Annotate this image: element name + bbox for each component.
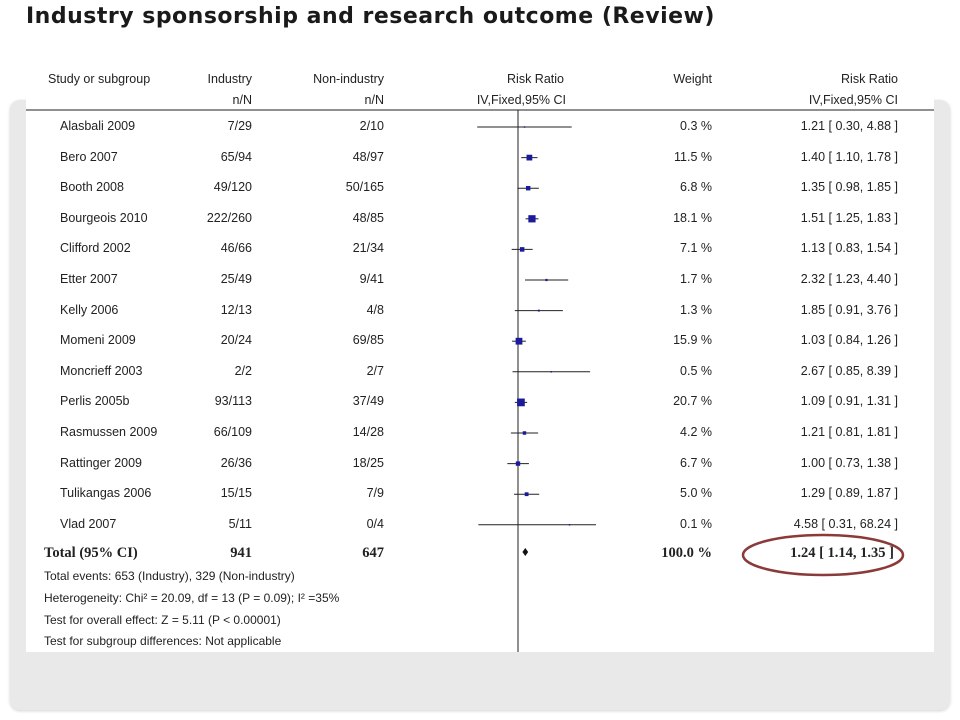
weight-value: 1.3 % (680, 302, 712, 317)
industry-count: 49/120 (213, 180, 252, 195)
ci-value: 1.21 [ 0.30, 4.88 ] (800, 119, 898, 133)
header-nonindustry: Non-industry (313, 72, 384, 86)
weight-value: 6.7 % (680, 455, 712, 470)
industry-count: 66/109 (213, 425, 252, 439)
study-name: Kelly 2006 (60, 302, 119, 317)
header-industry-sub: n/N (232, 93, 252, 107)
ci-value: 1.40 [ 1.10, 1.78 ] (800, 149, 898, 164)
nonindustry-count: 48/85 (352, 210, 384, 225)
weight-value: 0.5 % (680, 363, 712, 378)
total-nonindustry: 647 (362, 545, 384, 561)
nonindustry-count: 0/4 (366, 516, 384, 531)
study-marker (569, 524, 571, 526)
study-marker (525, 492, 529, 496)
industry-count: 222/260 (206, 210, 252, 225)
weight-value: 6.8 % (680, 180, 712, 195)
study-name: Momeni 2009 (60, 333, 136, 348)
study-marker (526, 186, 530, 190)
ci-value: 2.32 [ 1.23, 4.40 ] (800, 272, 898, 286)
pooled-estimate-highlight (743, 535, 903, 575)
study-marker (528, 215, 535, 222)
study-name: Clifford 2002 (60, 241, 131, 256)
study-name: Moncrieff 2003 (60, 363, 143, 378)
study-name: Etter 2007 (60, 272, 118, 286)
weight-value: 1.7 % (680, 272, 712, 286)
footnote-subgroup: Test for subgroup differences: Not applicable (44, 634, 282, 648)
study-name: Tulikangas 2006 (60, 486, 152, 501)
weight-value: 4.2 % (680, 425, 712, 439)
study-marker (517, 399, 525, 407)
total-industry: 941 (230, 545, 252, 561)
industry-count: 25/49 (220, 272, 252, 286)
ci-value: 1.21 [ 0.81, 1.81 ] (800, 425, 898, 439)
industry-count: 20/24 (220, 333, 252, 348)
study-marker (538, 310, 540, 312)
header-weight: Weight (673, 72, 712, 86)
footnote-heterogeneity: Heterogeneity: Chi² = 20.09, df = 13 (P = 0.09); I² =35% (44, 591, 340, 605)
ci-value: 1.35 [ 0.98, 1.85 ] (800, 180, 898, 195)
study-name: Rattinger 2009 (60, 455, 143, 470)
header-nonindustry-sub: n/N (364, 93, 384, 107)
weight-value: 0.1 % (680, 516, 712, 531)
header-risk-ratio: Risk Ratio (507, 72, 564, 86)
ci-value: 1.85 [ 0.91, 3.76 ] (800, 302, 898, 317)
nonindustry-count: 48/97 (352, 149, 384, 164)
study-marker (523, 431, 526, 434)
industry-count: 12/13 (220, 302, 252, 317)
study-name: Booth 2008 (60, 180, 124, 195)
header-risk-ratio-2: Risk Ratio (841, 72, 898, 86)
industry-count: 46/66 (220, 241, 252, 256)
study-name: Rasmussen 2009 (60, 425, 158, 439)
study-name: Bero 2007 (60, 149, 118, 164)
header-industry: Industry (207, 72, 252, 86)
nonindustry-count: 2/7 (366, 363, 384, 378)
header-study: Study or subgroup (48, 72, 151, 86)
weight-value: 0.3 % (680, 119, 712, 133)
page-title: Industry sponsorship and research outcome (Review) (26, 4, 715, 29)
footnote-events: Total events: 653 (Industry), 329 (Non-industry) (44, 569, 295, 583)
total-ci: 1.24 [ 1.14, 1.35 ] (790, 545, 894, 561)
total-label: Total (95% CI) (44, 545, 138, 561)
weight-value: 7.1 % (680, 241, 712, 256)
study-marker (516, 461, 520, 465)
ci-value: 1.13 [ 0.83, 1.54 ] (800, 241, 898, 256)
industry-count: 26/36 (220, 455, 252, 470)
ci-value: 1.09 [ 0.91, 1.31 ] (800, 394, 898, 409)
study-name: Perlis 2005b (60, 394, 130, 409)
ci-value: 1.29 [ 0.89, 1.87 ] (800, 486, 898, 501)
nonindustry-count: 37/49 (352, 394, 384, 409)
industry-count: 2/2 (234, 363, 252, 378)
ci-value: 1.51 [ 1.25, 1.83 ] (800, 210, 898, 225)
total-weight: 100.0 % (661, 545, 712, 561)
study-marker (516, 338, 523, 345)
ci-value: 2.67 [ 0.85, 8.39 ] (800, 363, 898, 378)
weight-value: 18.1 % (673, 210, 712, 225)
study-marker (527, 155, 533, 161)
nonindustry-count: 2/10 (359, 119, 384, 133)
header-risk-ratio-2-sub: IV,Fixed,95% CI (808, 93, 898, 107)
nonindustry-count: 7/9 (366, 486, 384, 501)
nonindustry-count: 18/25 (352, 455, 384, 470)
industry-count: 65/94 (220, 149, 252, 164)
nonindustry-count: 50/165 (345, 180, 384, 195)
pooled-diamond (522, 548, 528, 556)
industry-count: 7/29 (227, 119, 252, 133)
study-name: Vlad 2007 (60, 516, 117, 531)
nonindustry-count: 21/34 (352, 241, 384, 256)
study-marker (524, 126, 526, 128)
nonindustry-count: 9/41 (359, 272, 384, 286)
ci-value: 1.00 [ 0.73, 1.38 ] (800, 455, 898, 470)
industry-count: 93/113 (214, 394, 252, 409)
ci-value: 4.58 [ 0.31, 68.24 ] (793, 516, 898, 531)
weight-value: 11.5 % (674, 149, 712, 164)
weight-value: 15.9 % (673, 333, 712, 348)
nonindustry-count: 4/8 (366, 302, 384, 317)
industry-count: 5/11 (228, 516, 252, 531)
header-risk-ratio-sub: IV,Fixed,95% CI (476, 93, 566, 107)
nonindustry-count: 69/85 (352, 333, 384, 348)
footnote-overall-effect: Test for overall effect: Z = 5.11 (P < 0.00001) (44, 613, 281, 627)
study-marker (551, 371, 553, 373)
weight-value: 5.0 % (680, 486, 712, 501)
ci-value: 1.03 [ 0.84, 1.26 ] (800, 333, 898, 348)
industry-count: 15/15 (220, 486, 252, 501)
study-marker (520, 247, 525, 252)
study-name: Alasbali 2009 (60, 119, 136, 133)
weight-value: 20.7 % (673, 394, 712, 409)
study-name: Bourgeois 2010 (60, 210, 148, 225)
study-marker (545, 279, 547, 281)
nonindustry-count: 14/28 (352, 425, 384, 439)
